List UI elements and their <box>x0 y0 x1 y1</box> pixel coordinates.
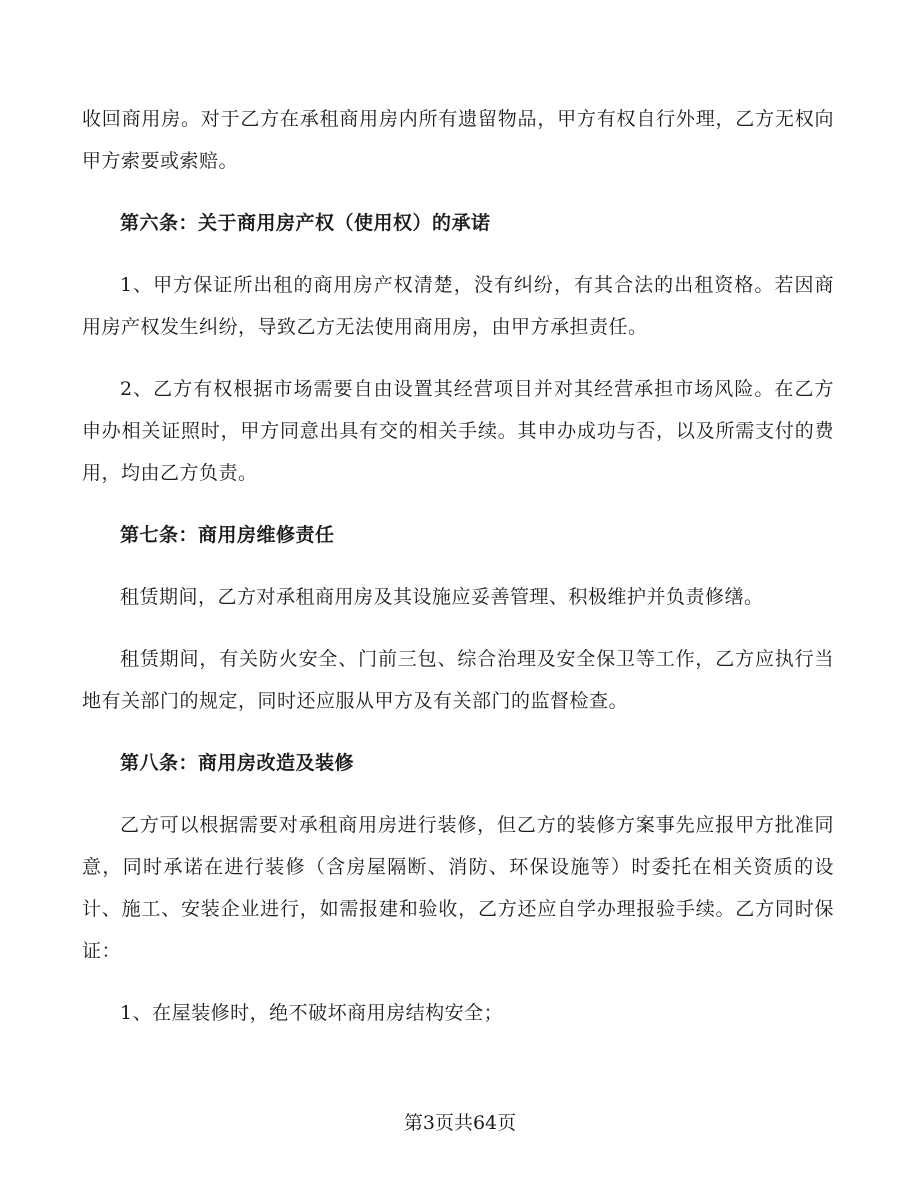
document-body <box>82 98 834 1054</box>
section-heading-article-8: 第八条：商用房改造及装修 <box>120 752 355 774</box>
section-heading-article-6: 第六条：关于商用房产权（使用权）的承诺 <box>120 212 491 234</box>
page-number-footer: 第3页共64页 <box>403 1112 517 1134</box>
paragraph-article-8-1: 乙方可以根据需要对承租商用房进行装修，但乙方的装修方案事先应报甲方批准同意，同时承诺在进行装修（含房屋隔断、消防、环保设施等）时委托在相关资质的设计、施工、安装企业进行，如需报建和验收，乙方还应自学办理报验手续。乙方同时保证： <box>82 814 834 962</box>
paragraph-1: 收回商用房。对于乙方在承租商用房内所有遗留物品，甲方有权自行外理，乙方无权向甲方索要或索赔。 <box>82 108 834 172</box>
paragraph-article-8-item-1: 1、在屋装修时，绝不破坏商用房结构安全； <box>120 1002 504 1024</box>
paragraph-article-6-item-1: 1、甲方保证所出租的商用房产权清楚，没有纠纷，有其合法的出租资格。若因商用房产权发生纠纷，导致乙方无法使用商用房，由甲方承担责任。 <box>82 274 834 338</box>
paragraph-article-7-1: 租赁期间，乙方对承租商用房及其设施应妥善管理、积极维护并负责修缮。 <box>120 586 764 608</box>
section-heading-article-7: 第七条：商用房维修责任 <box>120 524 335 546</box>
paragraph-article-7-2: 租赁期间，有关防火安全、门前三包、综合治理及安全保卫等工作，乙方应执行当地有关部门的规定，同时还应服从甲方及有关部门的监督检查。 <box>82 648 834 712</box>
paragraph-article-6-item-2: 2、乙方有权根据市场需要自由设置其经营项目并对其经营承担市场风险。在乙方申办相关证照时，甲方同意出具有交的相关手续。其申办成功与否，以及所需支付的费用，均由乙方负责。 <box>82 378 834 484</box>
